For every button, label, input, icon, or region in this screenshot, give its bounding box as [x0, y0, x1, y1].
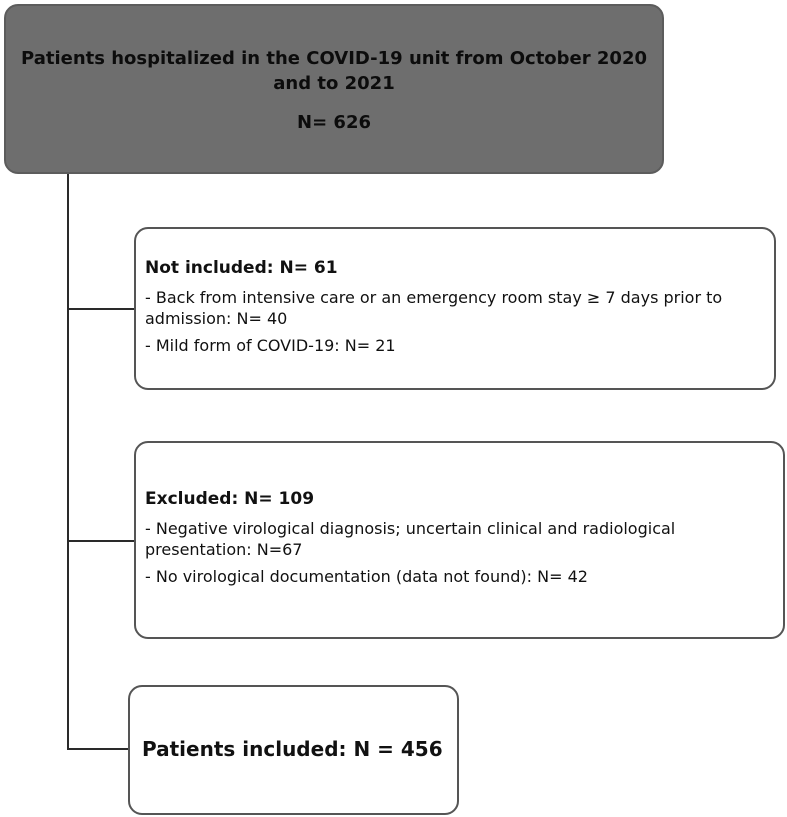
excluded-box — [134, 441, 785, 639]
hospitalized-patients-box — [4, 4, 664, 174]
not-included-item-intensive-care: - Back from intensive care or an emergency room stay ≥ 7 days prior to admission: N= 40 — [145, 288, 723, 328]
hospitalized-patients-title: Patients hospitalized in the COVID-19 unit from October 2020 and to 2021 — [20, 48, 648, 94]
hospitalized-patients-count: N= 626 — [297, 112, 371, 133]
included-patients-heading: Patients included: N = 456 — [142, 737, 443, 761]
not-included-box — [134, 227, 776, 390]
connector-to-not-included — [67, 308, 135, 310]
included-patients-box — [128, 685, 459, 815]
excluded-item-no-documentation: - No virological documentation (data not found): N= 42 — [145, 567, 588, 586]
excluded-item-negative-diagnosis: - Negative virological diagnosis; uncertain clinical and radiological presentation: N=67 — [145, 519, 676, 559]
excluded-heading: Excluded: N= 109 — [145, 489, 315, 509]
not-included-heading: Not included: N= 61 — [145, 258, 338, 278]
main-vertical-connector — [67, 174, 69, 749]
not-included-item-mild-form: - Mild form of COVID-19: N= 21 — [145, 336, 396, 355]
connector-to-included — [67, 748, 129, 750]
connector-to-excluded — [67, 540, 135, 542]
